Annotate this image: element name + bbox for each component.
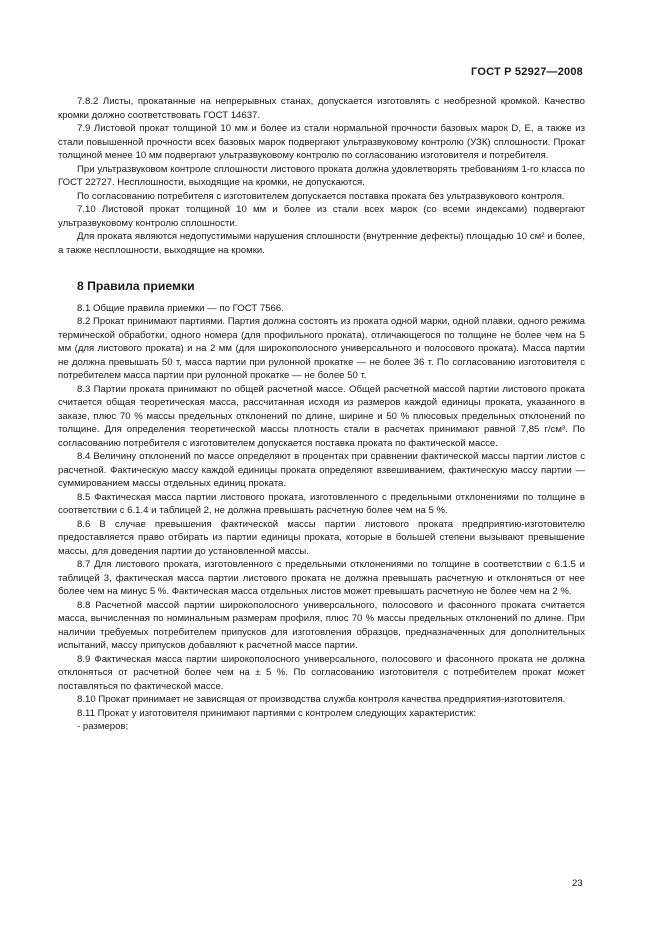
- paragraph: 8.1 Общие правила приемки — по ГОСТ 7566.: [77, 302, 284, 314]
- paragraph: 7.10 Листовой прокат толщиной 10 мм и более из стали всех марок (со всеми индексами) подвергают ультразвуковому контролю сплошности.: [58, 204, 585, 229]
- paragraph: 8.9 Фактическая масса партии широкополосного универсального, полосового и фасонного проката не должна отклоняться от расчетной более чем на ± 5 %. По согласованию изготовителя с потребителем прокат может поставляться по фактической массе.: [58, 653, 585, 692]
- page-number: 23: [572, 878, 583, 889]
- paragraph: 8.6 В случае превышения фактической массы партии листового проката предприятию-изготовителю предоставляется право отбирать из партии единицы проката, которые в большей степени вызывают превышение массы, для доведения партии до установленной массы.: [58, 518, 585, 557]
- paragraph: 8.10 Прокат принимает не зависящая от производства служба контроля качества предприятия-изготовителя.: [77, 694, 566, 705]
- paragraph: 8.4 Величину отклонений по массе определяют в процентах при сравнении фактической массы партии листов с расчетной. Фактическую массу каждой единицы проката определяют взвешиванием, фактическую массу партии — суммированием массы отдельных единиц проката.: [58, 451, 585, 489]
- paragraph: 8.3 Партии проката принимают по общей расчетной массе. Общей расчетной массой партии листового проката считается общая теоретическая масса, рассчитанная исходя из размеров каждой единицы проката, указанного в заказе, плюс 70 % массы предельных отклонений по длине, ширине и 50 % плюсовых предельных отклонений по толщине. Для определения теоретической массы плотность стали в расчетах принимают равной 7,85 г/см³. По согласованию потребителя с изготовителем допускается поставка проката по фактической массе.: [58, 383, 585, 449]
- document-code: ГОСТ Р 52927—2008: [471, 66, 583, 78]
- paragraph: 7.8.2 Листы, прокатанные на непрерывных станах, допускается изготовлять с необрезной кромкой. Качество кромки должно соответствовать ГОСТ 14637.: [58, 96, 585, 121]
- section-title: 8 Правила приемки: [77, 279, 195, 293]
- list-item: - размеров;: [77, 721, 129, 732]
- paragraph: 7.9 Листовой прокат толщиной 10 мм и более из стали нормальной прочности базовых марок D, E, а также из стали повышенной прочности всех базовых марок подвергают ультразвуковому контролю (УЗК) сплошности. Прокат толщиной менее 10 мм подвергают ультразвуковому контролю по согласованию изготовителя и потребителя.: [58, 123, 585, 161]
- paragraph: При ультразвуковом контроле сплошности листового проката должна удовлетворять требованиям 1-го класса по ГОСТ 22727. Несплошности, выходящие на кромки, не допускаются.: [58, 163, 585, 188]
- paragraph: Для проката являются недопустимыми нарушения сплошности (внутренние дефекты) площадью 10 см² и более, а также несплошности, выходящие на кромки.: [58, 231, 585, 256]
- paragraph: 8.8 Расчетной массой партии широкополосного универсального, полосового и фасонного проката считается масса, вычисленная по номинальным размерам профиля, плюс 70 % массы предельных отклонений по длине. При наличии требуемых потребителем припусков для изготовления образцов, предназначенных для дополнительных испытаний, массу припусков добавляют к расчетной массе партии.: [58, 599, 585, 651]
- paragraph: 8.11 Прокат у изготовителя принимают партиями с контролем следующих характеристик:: [77, 707, 477, 719]
- page-body: [58, 95, 585, 734]
- paragraph: По согласованию потребителя с изготовителем допускается поставка проката без ультразвукового контроля.: [77, 190, 565, 202]
- paragraph: 8.5 Фактическая масса партии листового проката, изготовленного с предельными отклонениями по толщине в соответствии с 6.1.4 и таблицей 2, не должна превышать расчетную более чем на 5 %.: [58, 491, 585, 516]
- paragraph: 8.7 Для листового проката, изготовленного с предельными отклонениями по толщине в соответствии с 6.1.5 и таблицей 3, фактическая масса партии листового проката не должна превышать расчетную и отклоняться от нее более чем на минус 5 %. Фактическая масса отдельных листов может превышать расчетную не более чем на 2 %.: [58, 559, 585, 597]
- paragraph: 8.2 Прокат принимают партиями. Партия должна состоять из проката одной марки, одной плавки, одного режима термической обработки, одного номера (для профильного проката), отличающегося по толщине не более чем на 5 мм (для листового проката) и на 2 мм (для широкополосного универсального и полосового проката). Масса партии не должна превышать 50 т, масса партии при рулонной прокатке — не более 36 т. По согласованию изготовителя с потребителем масса партии при рулонной прокатке — не более 50 т.: [58, 316, 585, 381]
